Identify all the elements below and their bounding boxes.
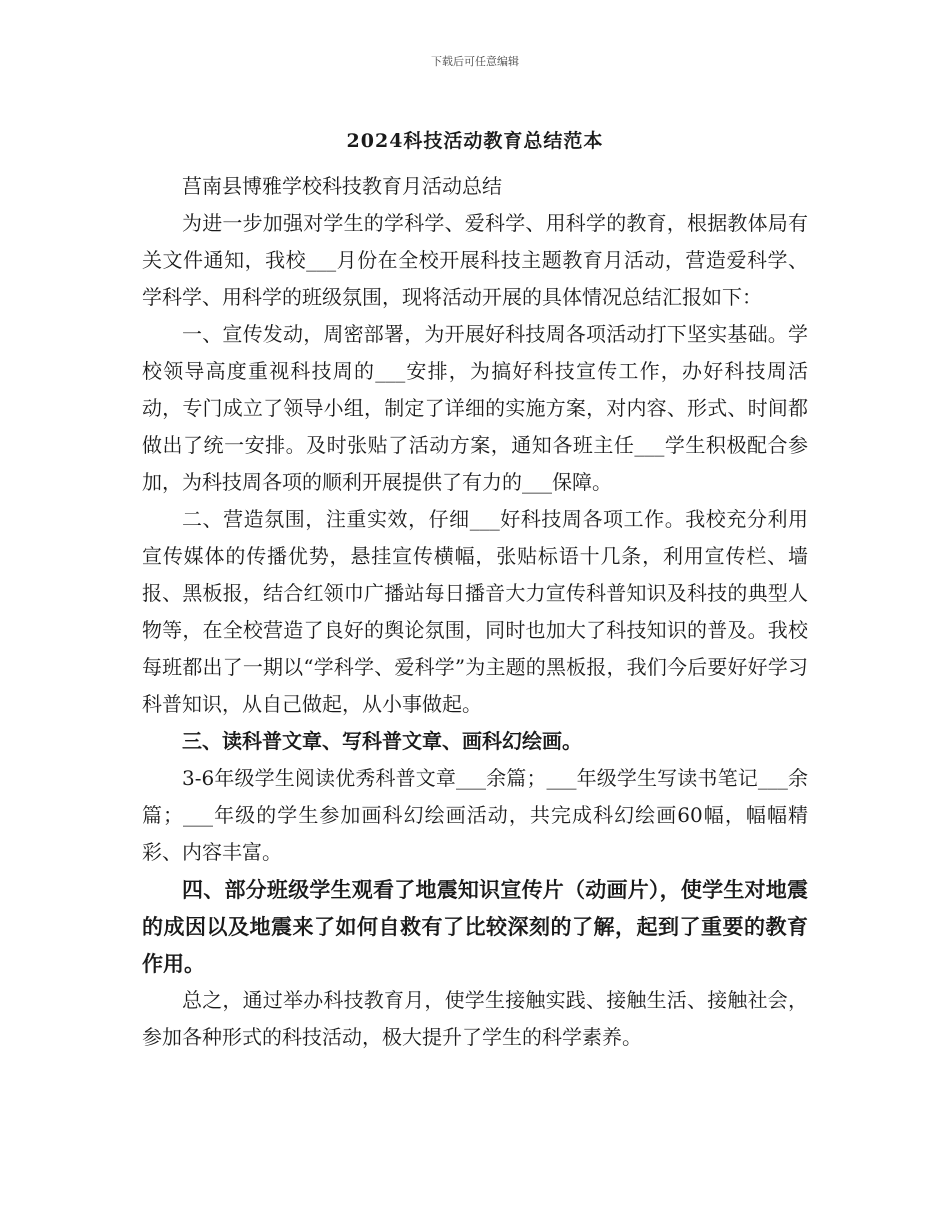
- paragraph-section-4: 四、部分班级学生观看了地震知识宣传片（动画片），使学生对地震的成因以及地震来了如何自救有了比较深刻的了解，起到了重要的教育作用。: [142, 877, 808, 976]
- paragraph-school-heading: 莒南县博雅学校科技教育月活动总结: [182, 174, 502, 198]
- document-title: 2024科技活动教育总结范本: [346, 130, 604, 152]
- header-note: 下载后可任意编辑: [431, 55, 519, 68]
- paragraph-intro: 为进一步加强对学生的学科学、爱科学、用科学的教育，根据教体局有关文件通知，我校___月份在全校开展科技主题教育月活动，营造爱科学、学科学、用科学的班级氛围，现将活动开展的具体情况总结汇报如下：: [142, 211, 808, 309]
- document-body: [142, 168, 808, 1056]
- paragraph-section-3-heading: 三、读科普文章、写科普文章、画科幻绘画。: [182, 729, 582, 753]
- paragraph-section-2: 二、营造氛围，注重实效，仔细___好科技周各项工作。我校充分利用宣传媒体的传播优势，悬挂宣传横幅，张贴标语十几条，利用宣传栏、墙报、黑板报，结合红领巾广播站每日播音大力宣传科普知识及科技的典型人物等，在全校营造了良好的舆论氛围，同时也加大了科技知识的普及。我校每班都出了一期以“学科学、爱科学”为主题的黑板报，我们今后要好好学习科普知识，从自己做起，从小事做起。: [142, 507, 808, 716]
- paragraph-section-1: 一、宣传发动，周密部署，为开展好科技周各项活动打下坚实基础。学校领导高度重视科技周的___安排，为搞好科技宣传工作，办好科技周活动，专门成立了领导小组，制定了详细的实施方案，对内容、形式、时间都做出了统一安排。及时张贴了活动方案，通知各班主任___学生积极配合参加，为科技周各项的顺利开展提供了有力的___保障。: [142, 322, 808, 494]
- paragraph-section-3-body: 3-6年级学生阅读优秀科普文章___余篇；___年级学生写读书笔记___余篇；___年级的学生参加画科幻绘画活动，共完成科幻绘画60幅，幅幅精彩、内容丰富。: [142, 766, 808, 864]
- paragraph-conclusion: 总之，通过举办科技教育月，使学生接触实践、接触生活、接触社会，参加各种形式的科技活动，极大提升了学生的科学素养。: [142, 988, 808, 1049]
